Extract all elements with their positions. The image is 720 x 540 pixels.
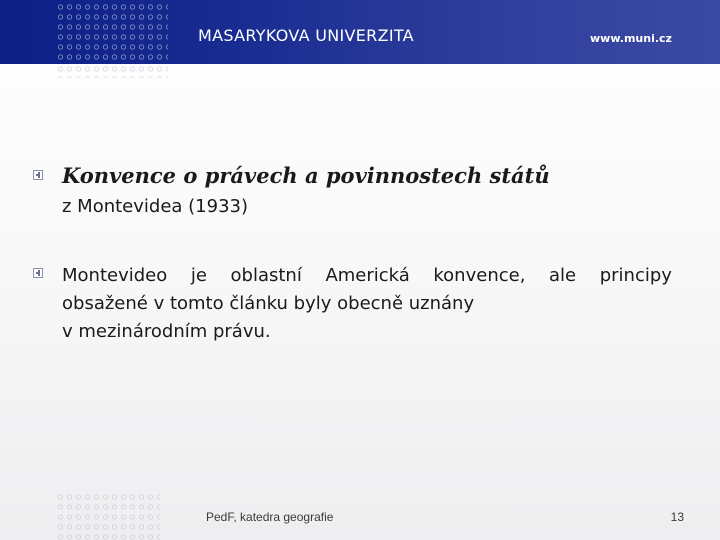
page-number: 13 (670, 510, 684, 524)
university-title: MASARYKOVA UNIVERZITA (198, 26, 414, 45)
word: ale (549, 265, 577, 286)
bullet-1-title: Konvence o právech a povinnostech států (62, 163, 550, 188)
word: principy (599, 265, 672, 286)
bullet-plus-icon (33, 170, 43, 180)
footer-text: PedF, katedra geografie (206, 510, 334, 524)
bullet-2-line-3: v mezinárodním právu. (62, 321, 271, 342)
word: Montevideo (62, 265, 168, 286)
word: konvence, (433, 265, 526, 286)
bullet-2-line-2: obsažené v tomto článku byly obecně uznány (62, 293, 475, 314)
word: je (190, 265, 207, 286)
logo-dot-pattern (56, 2, 168, 64)
footer-dot-pattern (56, 492, 160, 540)
university-url[interactable]: www.muni.cz (590, 32, 672, 45)
bullet-2-text (62, 262, 672, 346)
word: oblastní (230, 265, 302, 286)
logo-dot-pattern-lower (56, 64, 168, 78)
bullet-plus-icon (33, 268, 43, 278)
header-bar (0, 0, 720, 64)
word: Americká (325, 265, 410, 286)
bullet-1-subtitle: z Montevidea (1933) (62, 196, 249, 217)
bullet-2-line-1 (62, 262, 672, 290)
